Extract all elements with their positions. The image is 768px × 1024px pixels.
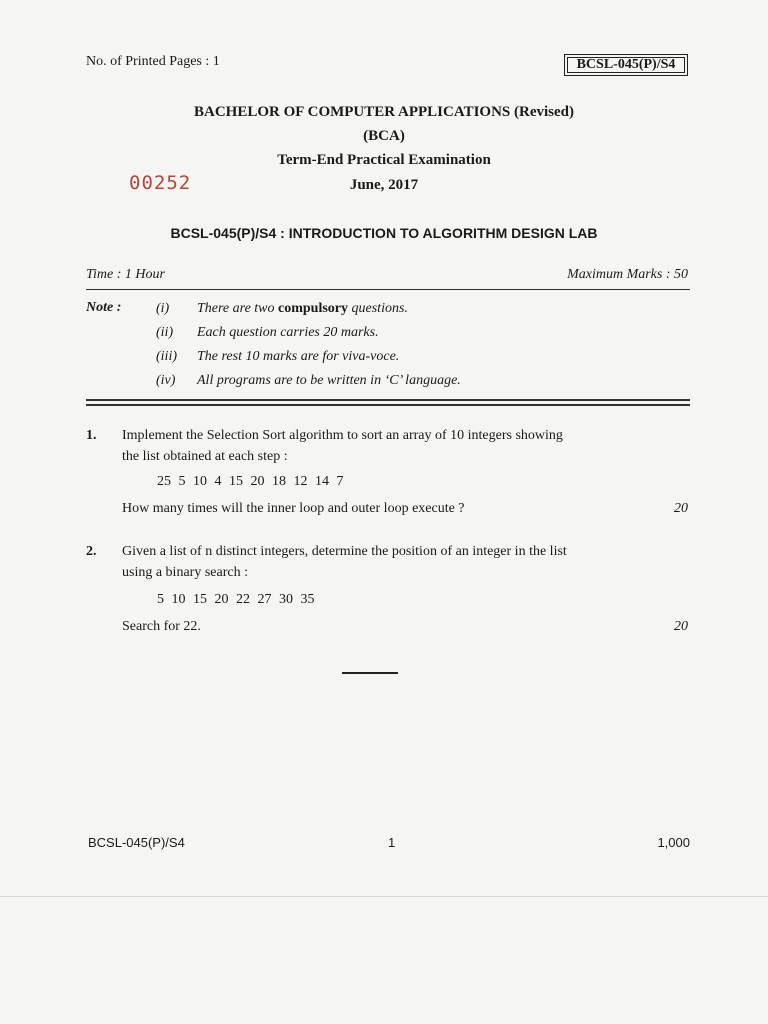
course-code-box bbox=[564, 54, 688, 76]
question-marks: 20 bbox=[674, 501, 688, 516]
maximum-marks: Maximum Marks : 50 bbox=[567, 267, 688, 282]
footer-code: BCSL-045(P)/S4 bbox=[88, 835, 185, 850]
question-text: the list obtained at each step : bbox=[122, 449, 288, 464]
note-item: All programs are to be written in ‘C’ language. bbox=[197, 373, 461, 388]
footer-copies: 1,000 bbox=[657, 835, 690, 850]
question-text: Implement the Selection Sort algorithm to sort an array of 10 integers showing bbox=[122, 428, 563, 443]
question-number: 2. bbox=[86, 544, 97, 559]
note-num: (iv) bbox=[156, 373, 176, 388]
divider-double-1 bbox=[86, 399, 690, 401]
exam-date: June, 2017 bbox=[349, 177, 419, 193]
note-item bbox=[197, 301, 408, 317]
note-item: Each question carries 20 marks. bbox=[197, 325, 379, 340]
time-allowed: Time : 1 Hour bbox=[86, 267, 165, 282]
divider-top bbox=[86, 289, 690, 290]
number-list: 25 5 10 4 15 20 18 12 14 7 bbox=[157, 474, 344, 489]
note-num: (ii) bbox=[156, 325, 174, 340]
note-label: Note : bbox=[86, 300, 122, 315]
question-prompt: How many times will the inner loop and outer loop execute ? bbox=[122, 501, 465, 516]
degree-title: BACHELOR OF COMPUTER APPLICATIONS (Revised) bbox=[193, 104, 574, 120]
note-num: (iii) bbox=[156, 349, 177, 364]
end-rule bbox=[342, 672, 398, 674]
printed-pages: No. of Printed Pages : 1 bbox=[86, 54, 220, 69]
question-text: using a binary search : bbox=[122, 565, 248, 580]
degree-abbrev: (BCA) bbox=[363, 128, 405, 144]
number-list: 5 10 15 20 22 27 30 35 bbox=[157, 592, 315, 607]
course-title: BCSL-045(P)/S4 : INTRODUCTION TO ALGORITHM DESIGN LAB bbox=[170, 225, 598, 241]
scan-edge bbox=[0, 896, 768, 897]
note-text: questions. bbox=[348, 301, 408, 316]
code-box-border bbox=[567, 57, 685, 73]
question-number: 1. bbox=[86, 428, 97, 443]
question-prompt: Search for 22. bbox=[122, 619, 201, 634]
question-marks: 20 bbox=[674, 619, 688, 634]
note-emphasis: compulsory bbox=[278, 301, 349, 316]
note-num: (i) bbox=[156, 301, 170, 316]
exam-type: Term-End Practical Examination bbox=[277, 152, 491, 168]
note-text: There are two bbox=[197, 301, 279, 316]
note-item: The rest 10 marks are for viva-voce. bbox=[197, 349, 400, 364]
footer-page-number: 1 bbox=[388, 835, 396, 850]
question-text: Given a list of n distinct integers, determine the position of an integer in the list bbox=[122, 544, 567, 559]
course-code: BCSL-045(P)/S4 bbox=[576, 57, 676, 72]
divider-double-2 bbox=[86, 404, 690, 406]
serial-stamp: 00252 bbox=[129, 172, 192, 194]
